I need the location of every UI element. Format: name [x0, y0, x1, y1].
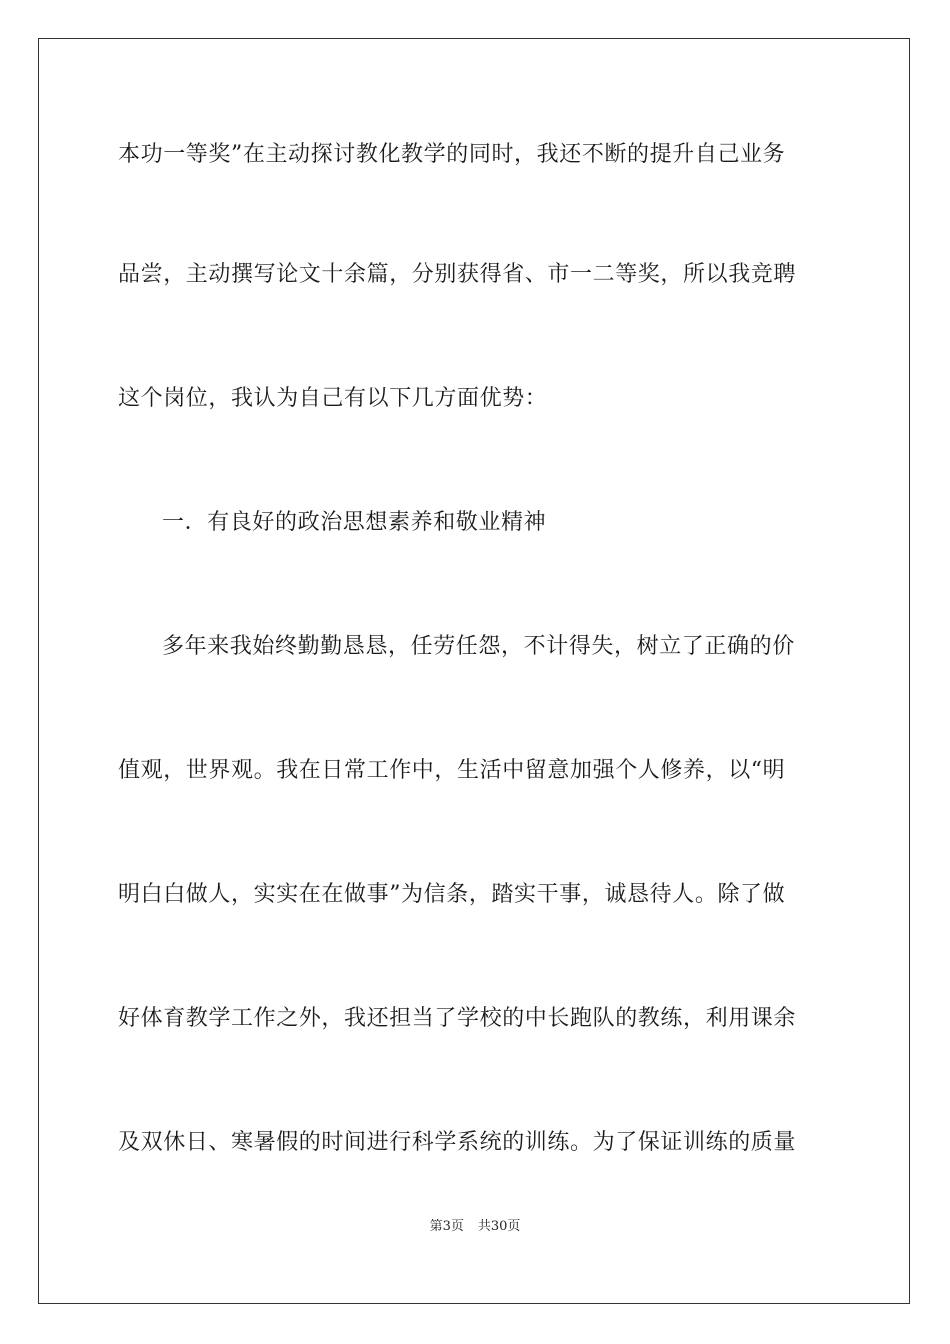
page-footer — [0, 1218, 950, 1236]
body-text-line: 及双休日、寒暑假的时间进行科学系统的训练。为了保证训练的质量 — [118, 1130, 797, 1155]
body-text-line: 明白白做人，实实在在做事”为信条，踏实干事，诚恳待人。除了做 — [118, 882, 786, 907]
section-heading: 一．有良好的政治思想素养和敬业精神 — [162, 510, 547, 535]
body-text-line: 值观，世界观。我在日常工作中，生活中留意加强个人修养，以“明 — [118, 758, 786, 783]
body-text-line: 好体育教学工作之外，我还担当了学校的中长跑队的教练，利用课余 — [118, 1006, 797, 1031]
total-pages: 共30页 — [477, 1219, 521, 1234]
body-text-line: 本功一等奖”在主动探讨教化教学的同时，我还不断的提升自己业务 — [118, 142, 786, 167]
body-text-line: 这个岗位，我认为自己有以下几方面优势： — [118, 386, 548, 411]
page-number: 第3页 — [429, 1219, 464, 1234]
body-text-line: 品尝，主动撰写论文十余篇，分别获得省、市一二等奖，所以我竞聘 — [118, 262, 797, 287]
page-border — [38, 38, 910, 1304]
body-text-line: 多年来我始终勤勤恳恳，任劳任怨，不计得失，树立了正确的价 — [162, 634, 795, 659]
